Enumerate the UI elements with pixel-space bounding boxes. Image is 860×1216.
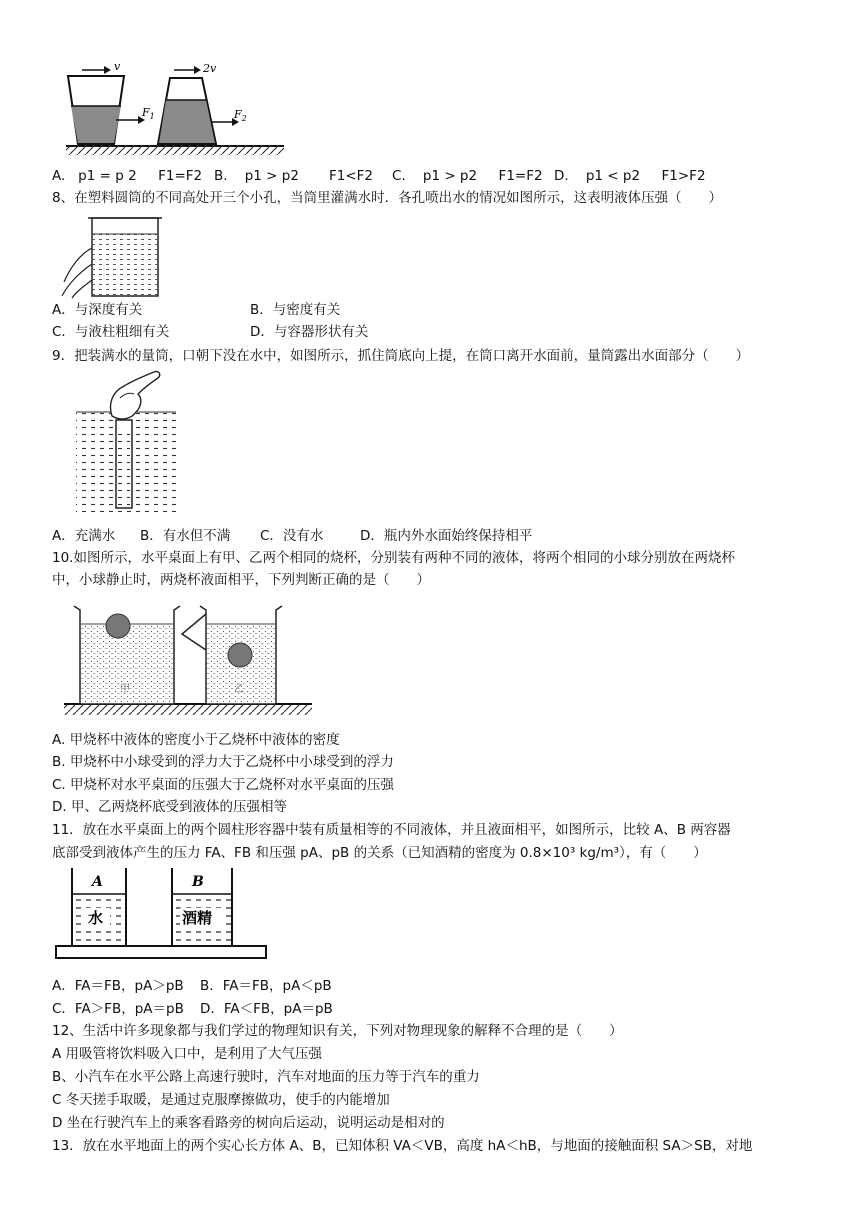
q11-label-b: B xyxy=(192,874,204,890)
q12-stem: 12、生活中许多现象都与我们学过的物理知识有关，下列对物理现象的解释不合理的是（ ） xyxy=(52,1023,623,1039)
q11-option-d: D．FA＜FB，pA＝pB xyxy=(200,1001,333,1017)
q8-stem: 8、在塑料圆筒的不同高处开三个小孔，当筒里灌满水时．各孔喷出水的情况如图所示，这表明液体压强（ ） xyxy=(52,190,723,206)
q9-option-c: C．没有水 xyxy=(260,528,324,544)
q11-stem-line2: 底部受到液体产生的压力 FA、FB 和压强 pA、pB 的关系（已知酒精的密度为 0.8×10³ kg/m³），有（ ） xyxy=(52,845,707,861)
q10-option-a: A. 甲烧杯中液体的密度小于乙烧杯中液体的密度 xyxy=(52,732,340,748)
q11-label-water: 水 xyxy=(88,909,104,927)
q8-option-a: A．与深度有关 xyxy=(52,302,143,318)
q12-option-b: B、小汽车在水平公路上高速行驶时，汽车对地面的压力等于汽车的重力 xyxy=(52,1069,480,1085)
q7-option-c: C. p1 > p2 F1=F2 xyxy=(392,168,543,184)
q12-option-a: A 用吸管将饮料吸入口中，是利用了大气压强 xyxy=(52,1046,323,1062)
q9-option-b: B．有水但不满 xyxy=(140,528,231,544)
q11-options-row1 xyxy=(52,976,332,996)
q9-option-d: D．瓶内外水面始终保持相平 xyxy=(360,528,533,544)
q13-stem-line1: 13．放在水平地面上的两个实心长方体 A、B，已知体积 VA＜VB，高度 hA＜hB，与地面的接触面积 SA＞SB，对地 xyxy=(52,1138,753,1154)
q11-stem-line1: 11．放在水平桌面上的两个圆柱形容器中装有质量相等的不同液体，并且液面相平，如图所示，比较 A、B 两容器 xyxy=(52,822,731,838)
q11-option-c: C．FA＞FB，pA＝pB xyxy=(52,1001,184,1017)
q11-label-a: A xyxy=(92,874,103,890)
q10-label-jia: 甲 xyxy=(120,684,130,695)
q9-figure xyxy=(72,368,182,518)
q11-options-row2 xyxy=(52,999,333,1019)
q7-label-f2: $F_2$ xyxy=(234,108,247,123)
q7-figure xyxy=(62,58,292,162)
q8-option-c: C．与液柱粗细有关 xyxy=(52,324,170,340)
q10-label-yi: 乙 xyxy=(234,684,244,695)
q10-option-b: B. 甲烧杯中小球受到的浮力大于乙烧杯中小球受到的浮力 xyxy=(52,754,394,770)
q11-label-alcohol: 酒精 xyxy=(182,909,213,927)
q8-figure xyxy=(56,212,166,300)
q7-option-b: B. p1 > p2 F1<F2 xyxy=(214,168,373,184)
q7-options xyxy=(52,166,706,186)
q10-stem-line2: 中，小球静止时，两烧杯液面相平，下列判断正确的是（ ） xyxy=(52,572,430,588)
q11-option-a: A．FA＝FB，pA＞pB xyxy=(52,978,184,994)
q8-options-row2 xyxy=(52,322,368,342)
q7-option-a: A. p1 = p 2 F1=F2 xyxy=(52,168,203,184)
q7-label-v: v xyxy=(114,60,121,73)
q12-option-d: D 坐在行驶汽车上的乘客看路旁的树向后运动，说明运动是相对的 xyxy=(52,1115,445,1131)
q11-option-b: B．FA＝FB，pA＜pB xyxy=(200,978,332,994)
q10-stem-line1: 10.如图所示，水平桌面上有甲、乙两个相同的烧杯，分别装有两种不同的液体，将两个相同的小球分别放在两烧杯 xyxy=(52,550,735,566)
q9-stem: 9．把装满水的量筒，口朝下没在水中，如图所示，抓住筒底向上提，在筒口离开水面前，量筒露出水面部分（ ） xyxy=(52,348,750,364)
q7-label-2v: 2v xyxy=(203,62,217,75)
q10-figure xyxy=(60,600,316,722)
q7-option-d: D. p1 < p2 F1>F2 xyxy=(554,168,706,184)
q9-options xyxy=(52,526,532,546)
q7-label-f1: $F_1$ xyxy=(142,106,155,121)
q8-option-b: B．与密度有关 xyxy=(250,302,341,318)
q8-option-d: D．与容器形状有关 xyxy=(250,324,369,340)
q8-options-row1 xyxy=(52,300,340,320)
q12-option-c: C 冬天搓手取暖，是通过克服摩擦做功，使手的内能增加 xyxy=(52,1092,390,1108)
q10-option-c: C. 甲烧杯对水平桌面的压强大于乙烧杯对水平桌面的压强 xyxy=(52,777,395,793)
q10-option-d: D. 甲、乙两烧杯底受到液体的压强相等 xyxy=(52,799,287,815)
q11-figure xyxy=(54,864,274,968)
q9-option-a: A．充满水 xyxy=(52,528,116,544)
